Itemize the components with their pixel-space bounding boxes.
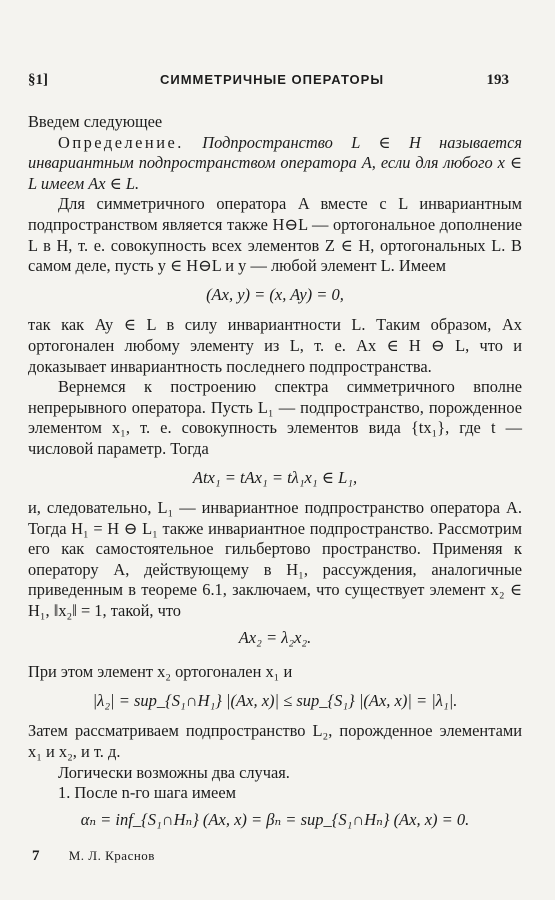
paragraph-2: так как Ay ∈ L в силу инвариантности L. Таким образом, Ax ортогонален любому элементу из L, т. е. Ax ∈ H ⊖ L, что и доказывает инвариантность последнего подпространства. — [28, 315, 522, 376]
formula-5: αₙ = inf_{S₁∩Hₙ} (Ax, x) = βₙ = sup_{S₁∩Hₙ} (Ax, x) = 0. — [80, 809, 470, 829]
paragraph-6: Затем рассматриваем подпространство L₂, порожденное элементами x₁ и x₂, и т. д. — [28, 721, 522, 762]
signature-mark: 7 — [32, 848, 40, 864]
formula-1: (Ax, y) = (x, Ay) = 0, — [206, 284, 344, 304]
author-name: М. Л. Краснов — [68, 848, 155, 863]
paragraph-3: Вернемся к построению спектра симметричного вполне непрерывного оператора. Пусть L₁ — подпространство, порожденное элементом x₁, т. е. совокупность элементов вида {tx₁}, где t — числовой параметр. Тогда — [28, 377, 522, 458]
paragraph-5: При этом элемент x₂ ортогонален x₁ и — [28, 662, 293, 682]
formula-2: Atx₁ = tAx₁ = tλ₁x₁ ∈ L₁, — [192, 467, 358, 487]
formula-3: Ax₂ = λ₂x₂. — [238, 627, 312, 647]
running-header — [0, 66, 555, 92]
paragraph-4: и, следовательно, L₁ — инвариантное подпространство оператора A. Тогда H₁ = H ⊖ L₁ также инвариантное подпространство. Рассмотрим его как самостоятельное гильбертово пространство. Применяя к оператору A, действующему в H₁, рассуждения, аналогичные приведенным в теореме 6.1, заключаем, что существует элемент x₂ ∈ H₁, ‖x₂‖ = 1, такой, что — [28, 498, 522, 621]
page-footer — [32, 848, 512, 865]
formula-4: |λ₂| = sup_{S₁∩H₁} |(Ax, x)| ≤ sup_{S₁} |(Ax, x)| = |λ₁|. — [92, 690, 458, 710]
section-mark: §1] — [28, 72, 48, 88]
definition — [28, 133, 522, 195]
definition-label: Определение. — [58, 132, 184, 152]
running-title: СИММЕТРИЧНЫЕ ОПЕРАТОРЫ — [160, 72, 385, 87]
page-body — [28, 112, 522, 838]
paragraph-8: 1. После n-го шага имеем — [58, 783, 236, 803]
paragraph-1: Для симметричного оператора A вместе с L инвариантным подпространством является также H⊖L — ортогональное дополнение L в H, т. е. совокупность всех элементов Z ∈ H, ортогональных L. В самом деле, пусть y ∈ H⊖L и y — любой элемент L. Имеем — [28, 194, 522, 276]
intro-line: Введем следующее — [28, 112, 163, 131]
page-number: 193 — [486, 72, 509, 88]
definition-text: Подпространство L ∈ H называется инвариантным подпространством оператора A, если для любого x ∈ L имеем Ax ∈ L. — [28, 132, 522, 193]
paragraph-7: Логически возможны два случая. — [58, 762, 290, 782]
